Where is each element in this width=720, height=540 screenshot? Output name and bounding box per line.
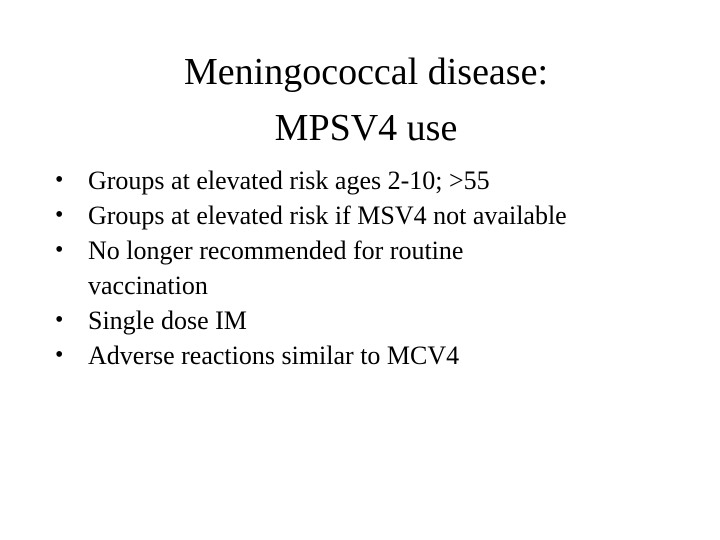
bullet-item: [0, 163, 588, 198]
bullet-item: [0, 198, 588, 233]
bullet-marker: •: [55, 202, 64, 228]
slide-title: [0, 44, 720, 156]
bullet-text: No longer recommended for routine vaccination: [88, 236, 464, 300]
bullet-item: [0, 303, 588, 338]
bullet-text: Single dose IM: [88, 306, 247, 335]
bullet-item: [0, 338, 588, 373]
slide-title-line-1: Meningococcal disease:: [183, 51, 549, 93]
slide-title-line-2: MPSV4 use: [274, 107, 458, 149]
bullet-marker: •: [55, 237, 64, 263]
bullet-text: Adverse reactions similar to MCV4: [88, 341, 460, 370]
bullet-text: Groups at elevated risk ages 2-10; >55: [88, 166, 490, 195]
bullet-marker: •: [55, 342, 64, 368]
bullet-marker: •: [55, 167, 64, 193]
bullet-list: [0, 163, 720, 373]
bullet-item: [0, 233, 588, 303]
bullet-text: Groups at elevated risk if MSV4 not available: [88, 201, 567, 230]
bullet-marker: •: [55, 307, 64, 333]
